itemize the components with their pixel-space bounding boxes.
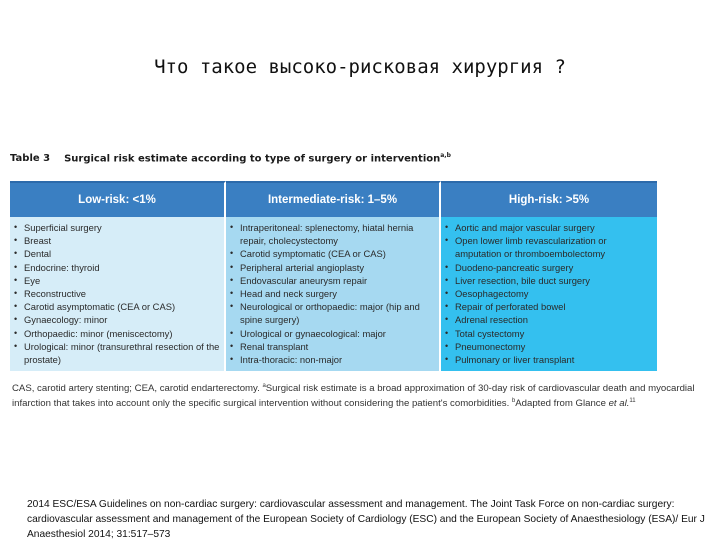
table-footnote xyxy=(12,380,716,410)
list-item: • Liver resection, bile duct surgery xyxy=(445,274,653,287)
list-item: • Pulmonary or liver transplant xyxy=(445,353,653,366)
list-item: • Intra-thoracic: non-major xyxy=(230,353,435,366)
list-item: • Endovascular aneurysm repair xyxy=(230,274,435,287)
list-item: • Total cystectomy xyxy=(445,327,653,340)
list-item: • Intraperitoneal: splenectomy, hiatal hernia repair, cholecystectomy xyxy=(230,221,435,247)
footnote-adapted: Adapted from Glance xyxy=(515,398,609,410)
list-item: • Gynaecology: minor xyxy=(14,313,220,326)
table-caption-text: Surgical risk estimate according to type of surgery or intervention xyxy=(64,153,441,165)
header-intermediate-risk: Intermediate-risk: 1–5% xyxy=(226,181,441,217)
header-low-risk: Low-risk: <1% xyxy=(10,181,226,217)
table-caption-superscript: a,b xyxy=(440,152,451,159)
footnote-sup-b: b xyxy=(511,398,516,405)
footnote-sup-a: a xyxy=(262,383,266,389)
list-item: • Duodeno-pancreatic surgery xyxy=(445,261,653,274)
list-item: • Renal transplant xyxy=(230,340,435,353)
intermediate-risk-cell xyxy=(226,217,441,371)
list-item: • Repair of perforated bowel xyxy=(445,300,653,313)
list-item: • Orthopaedic: minor (meniscectomy) xyxy=(14,327,220,340)
source-citation: 2014 ESC/ESA Guidelines on non-cardiac surgery: cardiovascular assessment and management. The Joint Task Force on non-cardiac surgery: cardiovascular assessment and management of the European Society of Cardiology (ESC) and the European Society of Anaesthesiology (ESA)/ Eur J Anaesthesiol 2014; 31:517–573 xyxy=(27,499,705,540)
list-item: • Carotid asymptomatic (CEA or CAS) xyxy=(14,300,220,313)
footnote-risk-note: Surgical risk estimate is a broad approximation of 30-day risk of cardiovascular death and myocardial infarction that takes into account only the specific surgical intervention without considering the patient's comorbidities. xyxy=(12,383,695,410)
list-item: • Carotid symptomatic (CEA or CAS) xyxy=(230,247,435,260)
list-item: • Endocrine: thyroid xyxy=(14,261,220,274)
low-risk-list xyxy=(14,221,220,366)
table-caption xyxy=(10,152,451,164)
low-risk-cell xyxy=(10,217,226,371)
footnote-reference: 11 xyxy=(629,398,636,405)
surgical-risk-table xyxy=(10,181,657,371)
list-item: • Open lower limb revascularization or amputation or thromboembolectomy xyxy=(445,234,653,260)
list-item: • Reconstructive xyxy=(14,287,220,300)
list-item: • Superficial surgery xyxy=(14,221,220,234)
list-item: • Oesophagectomy xyxy=(445,287,653,300)
footnote-abbreviations: CAS, carotid artery stenting; CEA, carotid endarterectomy. xyxy=(12,383,263,395)
list-item: • Eye xyxy=(14,274,220,287)
list-item: • Urological: minor (transurethral resection of the prostate) xyxy=(14,340,220,366)
header-high-risk: High-risk: >5% xyxy=(441,181,657,217)
list-item: • Pneumonectomy xyxy=(445,340,653,353)
list-item: • Urological or gynaecological: major xyxy=(230,327,435,340)
footnote-et-al: et al. xyxy=(608,398,630,410)
table-number: Table 3 xyxy=(10,153,51,165)
list-item: • Neurological or orthopaedic: major (hip and spine surgery) xyxy=(230,300,435,326)
high-risk-cell xyxy=(441,217,657,371)
list-item: • Breast xyxy=(14,234,220,247)
high-risk-list xyxy=(445,221,653,366)
list-item: • Aortic and major vascular surgery xyxy=(445,221,653,234)
list-item: • Head and neck surgery xyxy=(230,287,435,300)
list-item: • Dental xyxy=(14,247,220,260)
list-item: • Adrenal resection xyxy=(445,313,653,326)
slide-title: Что такое высоко-рисковая хирургия ? xyxy=(154,56,566,78)
list-item: • Peripheral arterial angioplasty xyxy=(230,261,435,274)
intermediate-risk-list xyxy=(230,221,435,366)
